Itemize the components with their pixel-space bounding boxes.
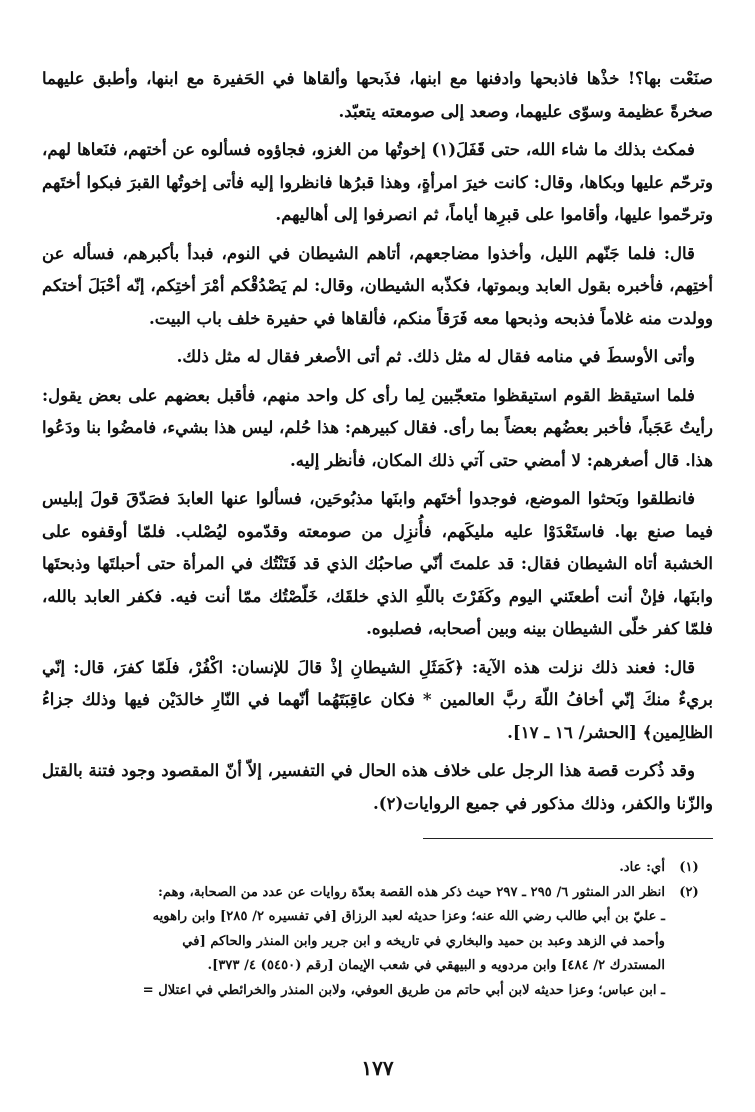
footnote-line: المستدرك ٢/ ٤٨٤] وابن مردويه و البيهقي في شعب الإيمان [رقم (٥٤٥٠) ٤/ ٣٧٣]. [207, 958, 665, 973]
footnote-line: أي: عاد. [619, 860, 665, 875]
footnote-separator [423, 838, 713, 839]
footnotes [42, 856, 713, 1003]
paragraph-1: صنَعْت بها؟! خذْها فاذبحها وادفنها مع ابنها، فذَبحها وألقاها في الحَفيرة مع ابنها، وأطبق عليهما صخرةً عظيمة وسوّى عليهما، وصعد إلى صومعته يتعبّد. [42, 68, 713, 121]
paragraph-4: وأتى الأوسطَ في منامه فقال له مثل ذلك. ثم أتى الأصغر فقال له مثل ذلك. [176, 346, 695, 366]
footnote-number: (١) [679, 860, 699, 875]
paragraph-8: وقد ذُكرت قصة هذا الرجل على خلاف هذه الحال في التفسير، إلاّ أنّ المقصود وجود فتنة بالقتل والزّنا والكفر، وذلك مذكور في جميع الروايات(٢). [42, 760, 713, 813]
footnote-number: (٢) [679, 884, 699, 900]
footnote-line: ـ عليّ بن أبي طالب رضي الله عنه؛ وعزا حديثه لعبد الرزاق [في تفسيره ٢/ ٢٨٥] وابن راهويه [152, 909, 665, 924]
paragraph-3: قال: فلما جَنّهم الليل، وأخذوا مضاجعهم، أتاهم الشيطان في النوم، فبدأ بأكبرهم، فسأله عن أختِهم، فأخبره بقول العابد وبموتها، فكذّبه الشيطان، وقال: لم يَصْدُقْكم أمْرَ أختِكم، إنّه أحْبَلَ أختكم وولدت منه غلاماً فذبحه وذبحها معه فَرَقاً منكم، فألقاها في حفيرة خلف باب البيت. [42, 242, 713, 328]
paragraph-6: فانطلقوا وبَحثوا الموضع، فوجدوا أختَهم وابنَها مذبُوحَين، فسألوا عنها العابدَ فصَدّقَ قولَ إبليس فيما صنع بها. فاستَعْدَوْا عليه مليكَهم، فأُنزِل من صومعته وقدّموه ليُصْلب. فلمّا أوقفوه على الخشبة أتاه الشيطان فقال: قد علمتَ أنّي صاحبُك الذي قد فَتَنْتُك في المرأة حتى أحبلتَها وذبحتَها وابنَها، فإنْ أنت أطعتَني اليوم وكَفَرْتَ باللّهِ الذي خلقَك، خَلّصْتُك ممّا أنت فيه. فكفر العابد بالله، فلمّا كفر خلّى الشيطان بينه وبين أصحابه، فصلبوه. [42, 488, 713, 638]
paragraph-7: قال: فعند ذلك نزلت هذه الآية: ﴿كَمَثَلِ الشيطانِ إذْ قالَ للإنسان: اكْفُرْ، فلَمّا كفرَ، قال: إنّي بريءٌ منكَ إنّي أخافُ اللّهَ ربَّ العالمين * فكان عاقِبَتَهُما أنّهما في النّارِ خالدَيْن فيها وذلك جزاءُ الظالِمين﴾ [الحشر/ ١٦ ـ ١٧]. [42, 656, 713, 742]
footnote-1 [42, 856, 713, 881]
footnote-line: ـ ابن عباس؛ وعزا حديثه لابن أبي حاتم من طريق العوفي، ولابن المنذر والخرائطي في اعتلال = [142, 982, 665, 998]
footnote-line: انظر الدر المنثور ٦/ ٢٩٥ ـ ٢٩٧ حيث ذكر هذه القصة بعدّة روايات عن عدد من الصحابة، وهم: [158, 884, 665, 900]
paragraph-2: فمكث بذلك ما شاء الله، حتى قَفَلَ(١) إخوتُها من الغزو، فجاؤوه فسألوه عن أختهم، فنَعاها لهم، وترحّم عليها وبكاها، وقال: كانت خيرَ امرأةٍ، وهذا قبرُها فانظروا إليه فأتى إخوتُها القبرَ فبكوا أختَهم وترحّموا عليها، وأقاموا على قبرِها أياماً، ثم انصرفوا إلى أهاليهم. [42, 139, 713, 224]
page-number: ١٧٧ [361, 1056, 394, 1080]
paragraph-5: فلما استيقظ القوم استيقظوا متعجّبين لِما رأى كل واحد منهم، فأقبل بعضهم على بعض يقول: رأيتُ عَجَباً، فأخبر بعضُهم بعضاً بما رأى. فقال كبيرهم: هذا حُلم، ليس هذا بشيء، فامضُوا بنا ودَعُوا هذا. قال أصغرهم: لا أمضي حتى آتي ذلك المكان، فأنظر إليه. [42, 384, 713, 470]
footnote-text [42, 881, 665, 1004]
footnote-2 [42, 881, 713, 1004]
footnote-text [42, 856, 665, 881]
footnote-line: وأحمد في الزهد وعبد بن حميد والبخاري في تاريخه و ابن جرير وابن المنذر والحاكم [في [182, 933, 665, 949]
